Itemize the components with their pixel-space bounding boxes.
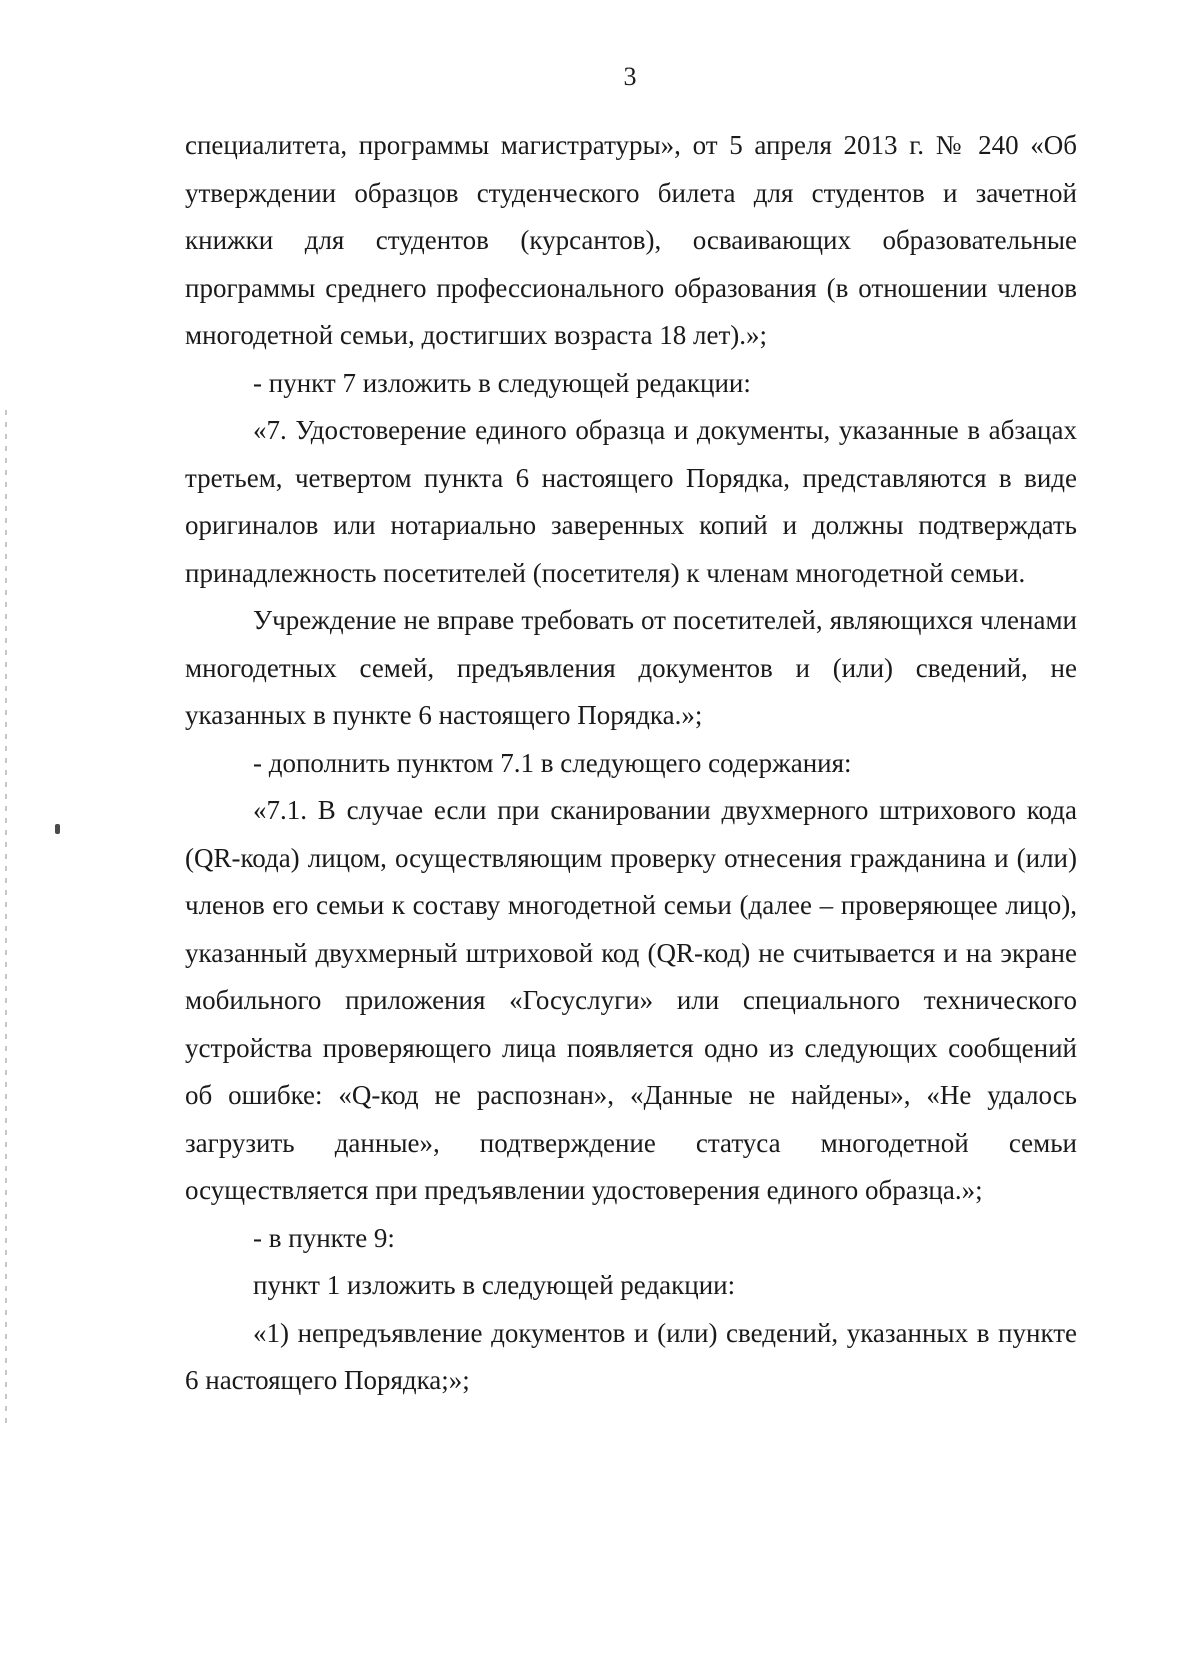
paragraph-item-7-1-text: «7.1. В случае если при сканировании двухмерного штрихового кода (QR-кода) лицом, осуществляющим проверку отнесения гражданина и (или) членов его семьи к составу многодетной семьи (далее – проверяющее лицо), указанный двухмерный штриховой код (QR-код) не считывается и на экране мобильного приложения «Госуслуги» или специального технического устройства проверяющего лица появляется одно из следующих сообщений об ошибке: «Q-код не распознан», «Данные не найдены», «Не удалось загрузить данные», подтверждение статуса многодетной семьи осуществляется при предъявлении удостоверения единого образца.»;: [185, 795, 1077, 1205]
document-body: [185, 122, 1077, 1405]
paragraph-continuation: специалитета, программы магистратуры», от 5 апреля 2013 г. № 240 «Об утверждении образцов студенческого билета для студентов и зачетной книжки для студентов (курсантов), осваивающих образовательные программы среднего профессионального образования (в отношении членов многодетной семьи, достигших возраста 18 лет).»;: [185, 130, 1077, 350]
scan-speck: [55, 824, 60, 834]
paragraph-item-7-instruction: - пункт 7 изложить в следующей редакции:: [253, 367, 751, 398]
paragraph-item-7-1-instruction: - дополнить пунктом 7.1 в следующего содержания:: [253, 747, 852, 778]
paragraph-item-9-instruction: - в пункте 9:: [253, 1222, 395, 1253]
paragraph-item-7-text: «7. Удостоверение единого образца и документы, указанные в абзацах третьем, четвертом пункта 6 настоящего Порядка, представляются в виде оригиналов или нотариально заверенных копий и должны подтверждать принадлежность посетителей (посетителя) к членам многодетной семьи.: [185, 415, 1077, 588]
paragraph-subitem-1-text: «1) непредъявление документов и (или) сведений, указанных в пункте 6 настоящего Порядка;»;: [185, 1317, 1077, 1395]
scan-edge-marks: [5, 410, 7, 1430]
page-number: 3: [623, 62, 637, 91]
paragraph-item-7-second: Учреждение не вправе требовать от посетителей, являющихся членами многодетных семей, предъявления документов и (или) сведений, не указанных в пункте 6 настоящего Порядка.»;: [185, 605, 1077, 730]
paragraph-subitem-1-instruction: пункт 1 изложить в следующей редакции:: [253, 1270, 736, 1300]
